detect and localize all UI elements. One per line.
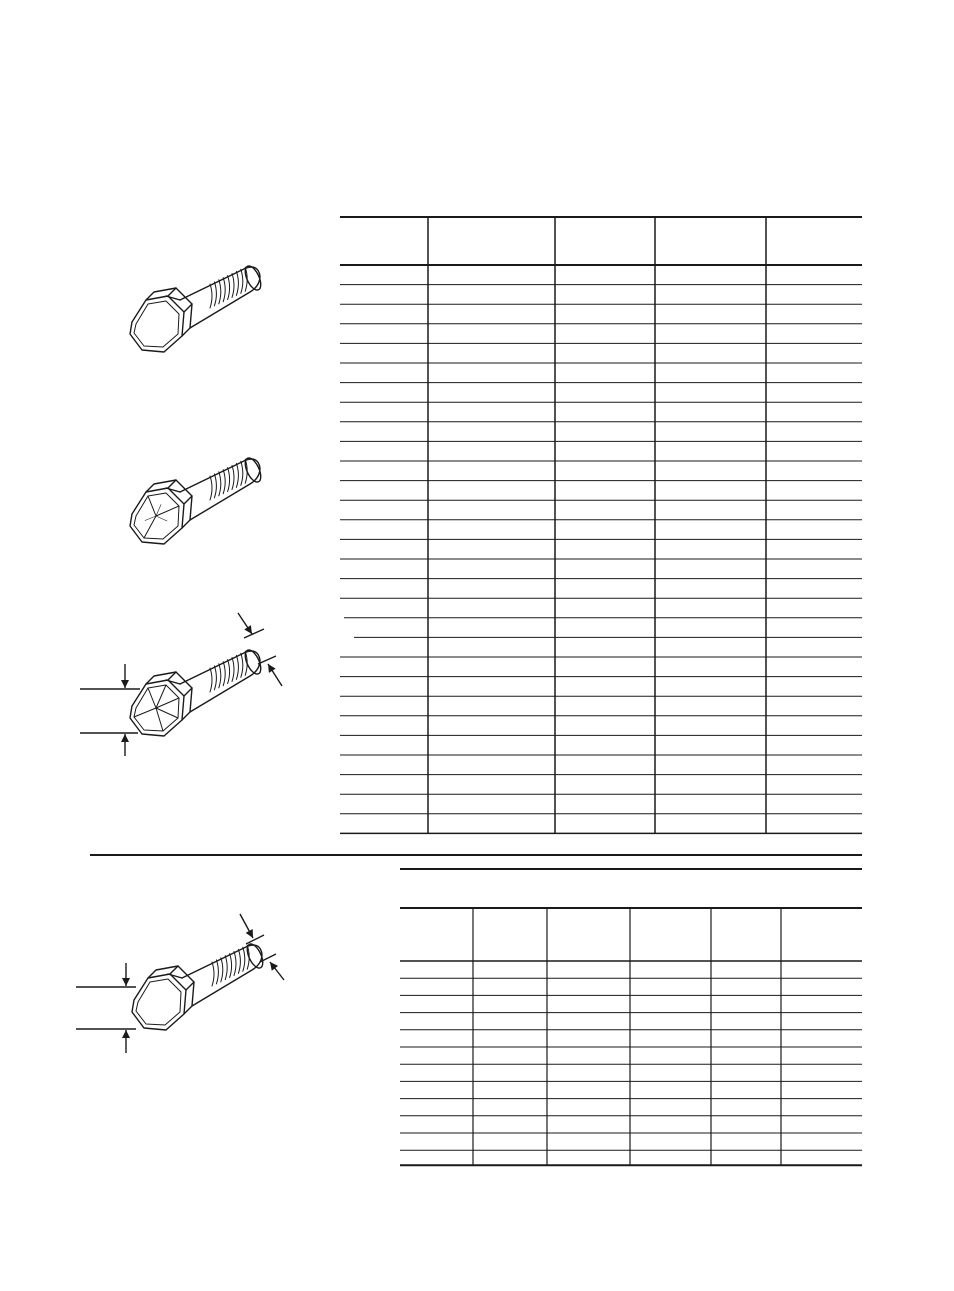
bolt-thread	[214, 474, 216, 498]
bolt-thread	[232, 274, 234, 298]
bolt-thread	[236, 463, 238, 487]
bolt-thread	[243, 947, 245, 971]
bolt-head-top	[146, 288, 192, 312]
grade-marking-line	[134, 708, 156, 717]
arrowhead	[270, 962, 278, 971]
section-divider	[90, 854, 862, 856]
bolt-thread	[221, 958, 223, 982]
bolt-illustration-three-line-head	[126, 448, 266, 552]
bolt-head-top	[148, 966, 194, 990]
bolt-illustration-lower-plain-head	[128, 934, 268, 1038]
bolt-thread	[210, 284, 212, 308]
grade-marking-line	[148, 688, 156, 708]
bolt-thread	[228, 660, 230, 684]
bolt-thread	[232, 466, 234, 490]
dimension-arrow	[270, 962, 284, 980]
bolt-thread	[241, 461, 243, 485]
bolt-thread	[228, 276, 230, 300]
bolt-thread	[223, 470, 225, 494]
bolt-thread	[238, 949, 240, 973]
bolt-thread	[214, 282, 216, 306]
bolt-thread	[216, 960, 218, 984]
bolt-thread	[236, 271, 238, 295]
bolt-thread	[228, 468, 230, 492]
bolt-thread	[214, 666, 216, 690]
hex-head-bolt-icon	[128, 934, 268, 1038]
arrowhead	[244, 625, 252, 634]
bolt-thread	[219, 280, 221, 304]
bolt-thread	[232, 658, 234, 682]
grade-marking-line	[156, 708, 163, 731]
bolt-thread	[223, 278, 225, 302]
lower-table-grid	[400, 866, 864, 1170]
upper-torque-table	[340, 214, 864, 836]
upper-table-grid	[340, 214, 864, 836]
bolt-thread	[210, 668, 212, 692]
bolt-thread	[225, 956, 227, 980]
bolt-thread	[219, 472, 221, 496]
grade-marking-line	[156, 516, 167, 521]
bolt-thread	[230, 954, 232, 978]
bolt-thread	[234, 952, 236, 976]
grade-marking-line	[144, 516, 156, 538]
bolt-illustration-plain-head	[126, 256, 266, 360]
hex-head-bolt-icon	[126, 640, 266, 744]
hex-head-bolt-icon	[126, 448, 266, 552]
bolt-head-top	[146, 480, 192, 504]
bolt-thread	[236, 655, 238, 679]
bolt-thread	[223, 662, 225, 686]
arrowhead	[268, 664, 276, 673]
bolt-thread	[241, 653, 243, 677]
bolt-head-top	[146, 672, 192, 696]
extension-line	[244, 629, 264, 638]
hex-head-bolt-icon	[126, 256, 266, 360]
bolt-head-face	[130, 296, 184, 352]
bolt-thread	[212, 962, 214, 986]
bolt-head-face	[132, 974, 186, 1030]
dimension-arrow	[238, 613, 252, 634]
grade-marking-line	[156, 708, 178, 718]
bolt-thread	[241, 269, 243, 293]
bolt-thread	[210, 476, 212, 500]
bolt-illustration-six-line-head	[126, 640, 266, 744]
dimension-arrow	[268, 664, 282, 686]
grade-marking-line	[148, 496, 156, 516]
lower-torque-table	[400, 866, 864, 1170]
bolt-thread	[219, 664, 221, 688]
